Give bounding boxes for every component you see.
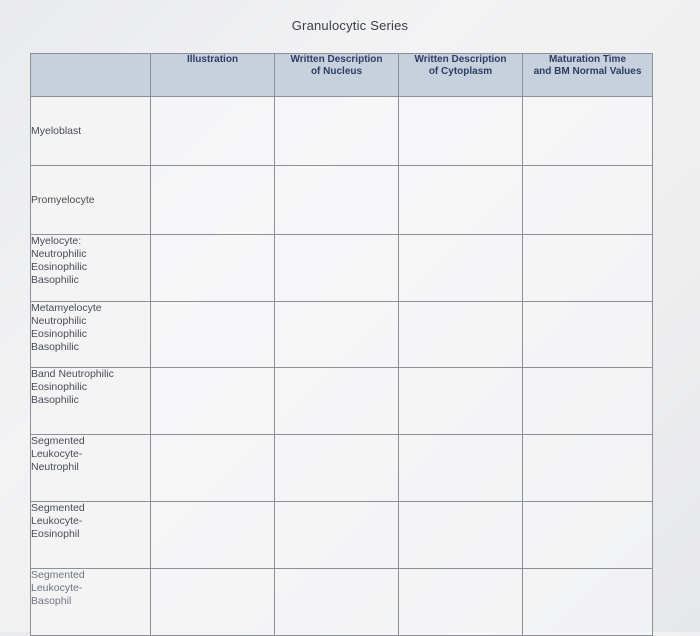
maturation-values-cell[interactable] xyxy=(523,166,653,235)
cytoplasm-description-cell[interactable] xyxy=(399,235,523,302)
header-blank xyxy=(31,54,151,97)
header-cytoplasm: Written Description of Cytoplasm xyxy=(399,54,523,97)
maturation-values-cell[interactable] xyxy=(523,569,653,636)
cytoplasm-description-cell[interactable] xyxy=(399,302,523,368)
table-row xyxy=(31,569,653,636)
cytoplasm-description-cell[interactable] xyxy=(399,368,523,435)
header-maturation: Maturation Time and BM Normal Values xyxy=(523,54,653,97)
nucleus-description-cell[interactable] xyxy=(275,97,399,166)
nucleus-description-cell[interactable] xyxy=(275,235,399,302)
cytoplasm-description-cell[interactable] xyxy=(399,166,523,235)
row-label-promyelocyte: Promyelocyte xyxy=(31,166,151,235)
nucleus-description-cell[interactable] xyxy=(275,368,399,435)
row-label-myelocyte: Myelocyte: Neutrophilic Eosinophilic Basophilic xyxy=(31,235,151,302)
table-row xyxy=(31,435,653,502)
row-label-metamyelocyte: Metamyelocyte Neutrophilic Eosinophilic Basophilic xyxy=(31,302,151,368)
maturation-values-cell[interactable] xyxy=(523,368,653,435)
cytoplasm-description-cell[interactable] xyxy=(399,435,523,502)
granulocytic-series-table xyxy=(30,53,653,636)
table-row xyxy=(31,97,653,166)
header-illustration: Illustration xyxy=(151,54,275,97)
maturation-values-cell[interactable] xyxy=(523,235,653,302)
illustration-cell[interactable] xyxy=(151,569,275,636)
nucleus-description-cell[interactable] xyxy=(275,569,399,636)
table-row xyxy=(31,235,653,302)
cytoplasm-description-cell[interactable] xyxy=(399,97,523,166)
maturation-values-cell[interactable] xyxy=(523,302,653,368)
nucleus-description-cell[interactable] xyxy=(275,502,399,569)
table-row xyxy=(31,166,653,235)
table-row xyxy=(31,502,653,569)
header-nucleus: Written Description of Nucleus xyxy=(275,54,399,97)
cytoplasm-description-cell[interactable] xyxy=(399,502,523,569)
illustration-cell[interactable] xyxy=(151,166,275,235)
page-title: Granulocytic Series xyxy=(291,18,409,33)
illustration-cell[interactable] xyxy=(151,97,275,166)
header-row xyxy=(31,54,653,97)
row-label-band: Band Neutrophilic Eosinophilic Basophilic xyxy=(31,368,151,435)
illustration-cell[interactable] xyxy=(151,368,275,435)
nucleus-description-cell[interactable] xyxy=(275,302,399,368)
nucleus-description-cell[interactable] xyxy=(275,166,399,235)
illustration-cell[interactable] xyxy=(151,235,275,302)
maturation-values-cell[interactable] xyxy=(523,502,653,569)
maturation-values-cell[interactable] xyxy=(523,97,653,166)
cytoplasm-description-cell[interactable] xyxy=(399,569,523,636)
illustration-cell[interactable] xyxy=(151,302,275,368)
table-row xyxy=(31,302,653,368)
row-label-segmented-eosinophil: Segmented Leukocyte- Eosinophil xyxy=(31,502,151,569)
table-row xyxy=(31,368,653,435)
row-label-myeloblast: Myeloblast xyxy=(31,97,151,166)
illustration-cell[interactable] xyxy=(151,502,275,569)
nucleus-description-cell[interactable] xyxy=(275,435,399,502)
maturation-values-cell[interactable] xyxy=(523,435,653,502)
row-label-segmented-basophil: Segmented Leukocyte- Basophil xyxy=(31,569,151,636)
illustration-cell[interactable] xyxy=(151,435,275,502)
row-label-segmented-neutrophil: Segmented Leukocyte- Neutrophil xyxy=(31,435,151,502)
